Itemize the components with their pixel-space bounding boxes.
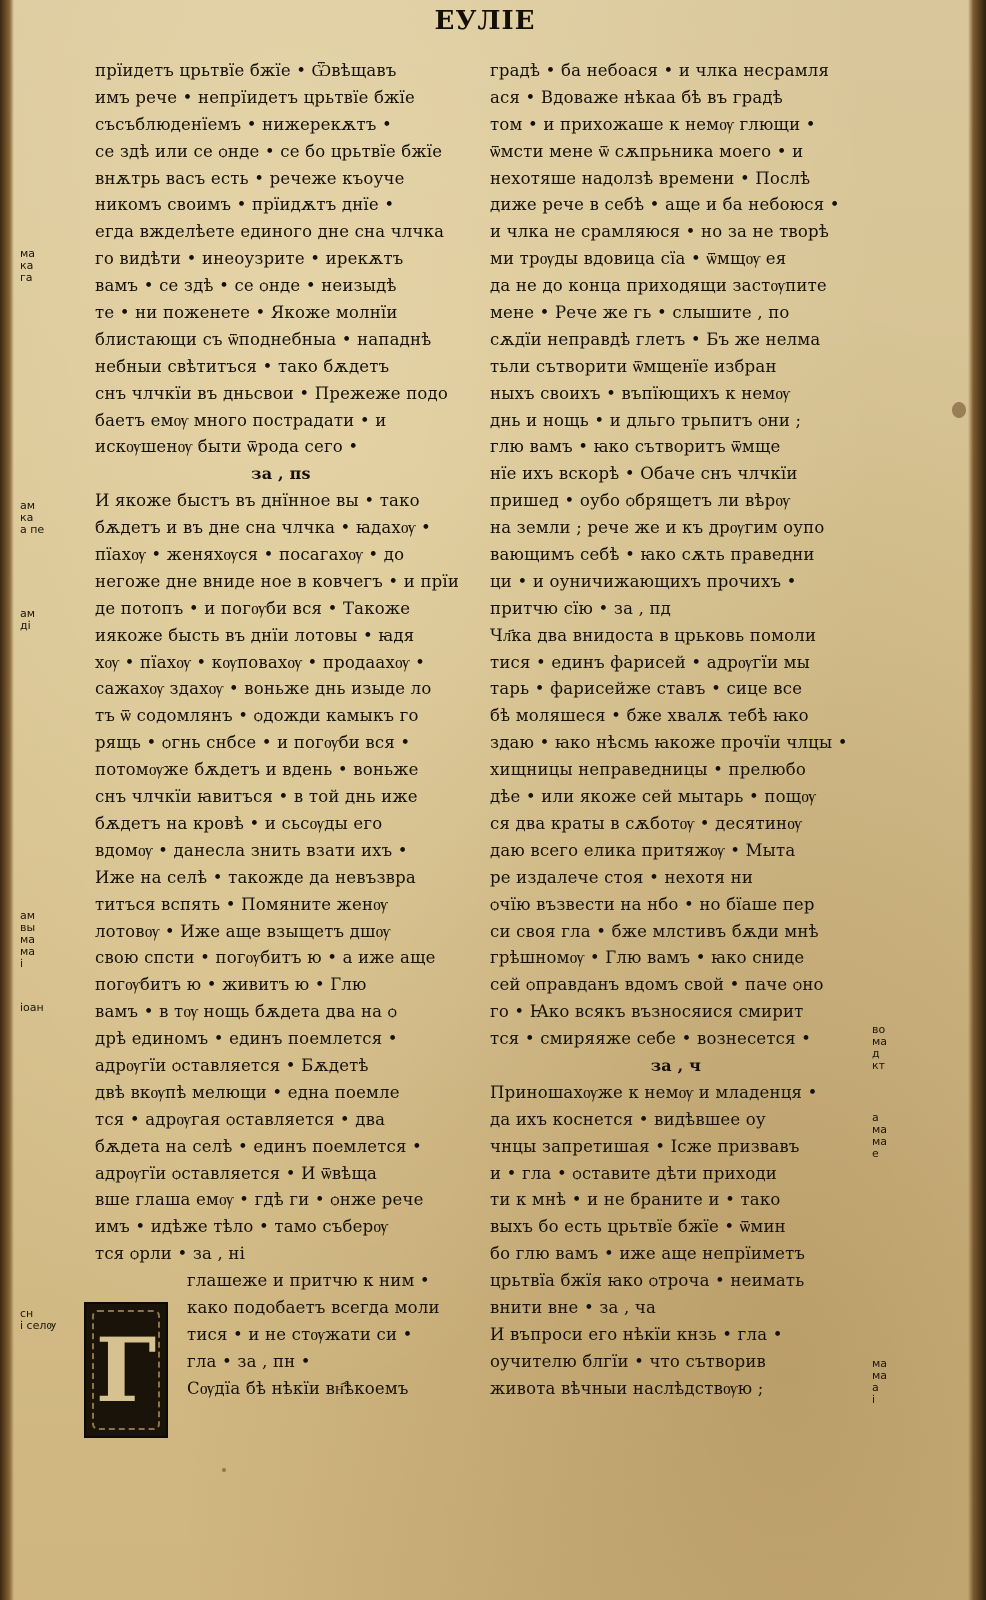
text-line: Приношахѹже к немѹ и младенця • [490,1082,818,1102]
text-line: глю вамъ • ꙗко сътворитъ ѿмще [490,437,781,457]
text-line: лотовѹ • Иже аще взыщетъ дшѹ [95,921,391,941]
text-line: хищницы неправедницы • прелюбо [490,760,806,780]
initial-letter: Г [95,1318,157,1422]
margin-note: ам вы ма ма і [20,909,36,970]
text-line: здаю • ꙗко нѣсмь ꙗкоже прочїи члцы • [490,733,848,753]
text-line: том • и прихожаше к немѹ глющи • [490,114,816,134]
text-line: хѹ • пїахѹ • кѹповахѹ • продаахѹ • [95,652,426,672]
text-line: вамъ • в тѹ нощь бѫдета два на ѻ [95,1002,398,1022]
text-line: днь и нощь • и дльго трьпитъ ѻни ; [490,410,802,430]
text-line: ре издалече стоя • нехотя ни [490,867,754,887]
margin-note: ам ка а пе [20,499,45,536]
text-line: баетъ емѹ много пострадати • и [95,410,387,430]
text-line: адрѹгїи ѻставляется • Бѫдетѣ [95,1055,369,1075]
text-line: имъ • идѣже тѣло • тамо съберѹ [95,1217,389,1237]
text-line: оучителю блгїи • что сътворив [490,1351,767,1371]
text-line: прїидетъ црьтвїе бжїе • Ѿвѣщавъ [95,61,397,80]
text-line: де потопъ • и погѹби вся • Такоже [95,598,411,618]
text-line: те • ни поженете • Якоже молнїи [95,303,398,323]
margin-note: ма ка га [20,247,36,284]
text-line: глашеже и притчю к ним • [187,1271,430,1291]
margin-note: ам ді [20,607,36,632]
text-line: ныхъ своихъ • въпїющихъ к немѹ [490,383,791,403]
text-line: и • гла • ѻставите дѣти приходи [490,1163,778,1183]
text-line: Иже на селѣ • такожде да невъзвра [95,867,416,887]
text-line: да не до конца приходящи застѹпите [490,276,827,296]
margin-note: во ма д кт [872,1023,888,1072]
text-line: егда вжделѣете единого дне сна члчка [95,222,445,242]
text-line: тся • смиряяже себе • вознесется • [490,1029,812,1049]
text-line: дѣе • или якоже сей мытарь • пощѹ [490,787,816,807]
text-line: двѣ вкѹпѣ мелющи • една поемле [95,1082,400,1102]
text-line: даю всего елика притяжѹ • Мыта [490,840,796,860]
text-line: тъ ѿ содомлянъ • ѻдожди камыкъ го [95,706,419,726]
stain [952,402,966,418]
text-line: бѫдетъ на кровѣ • и сьсѹды его [95,813,383,833]
text-line: блистающи съ ѿподнебныа • нападнѣ [95,329,432,349]
text-line: иякоже бысть въ днїи лотовы • ꙗдя [95,625,415,645]
text-line: никомъ своимъ • прїидѫтъ днїе • [95,195,395,215]
left-column [95,58,467,1403]
margin-note: сн і селѹ [20,1307,57,1332]
text-line: на земли ; рече же и къ дрѹгим оупо [490,518,825,538]
text-line: ѿмсти мене ѿ сѫпрьникa моего • и [490,141,804,161]
text-line: вдомѹ • данесла знить взати ихъ • [95,840,408,860]
text-line: И въпроси его нѣкїи кнзь • гла • [490,1324,783,1344]
text-line: тися • единъ фарисей • адрѹгїи мы [490,652,811,672]
text-line: си своя гла • бже млстивъ бѫди мнѣ [490,921,819,941]
text-line: го видѣти • инеоузрите • ирекѫтъ [95,249,404,269]
margin-note: а ма ма е [872,1111,888,1160]
text-line: вающимъ себѣ • ꙗко сѫть праведни [490,545,815,565]
text-line: тся ѻрли • за , ні [95,1244,246,1264]
running-header: ЕУЛІЕ [434,6,536,36]
text-line: ѻчїю възвести на нбо • но бїаше пер [490,894,815,914]
text-line: го • Ꙗко всякъ възносяися смирит [490,1002,804,1022]
text-line: ци • и оуничижающихъ прочихъ • [490,571,797,591]
text-line: небныи свѣтитъся • тако бѫдетъ [95,356,390,376]
text-line: титъся вспять • Помяните женѹ [95,894,388,914]
text-line: ася • Вдоваже нѣкаа бѣ въ градѣ [490,87,783,107]
text-line: погѹбитъ ю • живитъ ю • Глю [95,975,367,995]
text-line: негоже дне вниде ное в ковчегъ • и прїи [95,571,460,591]
text-line: нехотяше надолзѣ времени • Послѣ [490,168,811,188]
text-line: притчю сїю • за , пд [490,598,672,618]
margin-note: ма ма а і [872,1357,888,1406]
text-line: съсъблюденїемъ • нижерекѫтъ • [95,114,392,134]
text-line: црьтвїа бжїя ꙗко ѻтроча • неимать [490,1271,805,1291]
margin-note: іоан [20,1001,44,1014]
text-line: бѫдета на селѣ • единъ поемлется • [95,1136,422,1156]
text-line: тися • и не стѹжати си • [187,1324,413,1344]
text-line: снъ члчкїи ꙗвитъся • в той днь иже [95,787,418,807]
text-line: сей ѻправданъ вдомъ свой • паче ѻно [490,975,824,995]
text-line: чнцы запретишая • Ісже призвавъ [490,1136,800,1156]
text-line: имъ рече • непрїидетъ црьтвїе бжїе [95,87,416,107]
text-line: свою спсти • погѹбитъ ю • а иже аще [95,948,436,968]
text-line: гла • за , пн • [187,1351,311,1371]
text-line: тся • адрѹгая ѻставляется • два [95,1109,386,1129]
text-line: ти к мнѣ • и не браните и • тако [490,1190,781,1210]
text-line: мене • Рече же гь • слышите , по [490,303,790,323]
text-line: градѣ • ба небоася • и члка несрамля [490,61,830,80]
text-line: се здѣ или се ѻнде • се бо црьтвїе бжїе [95,141,443,161]
text-line: искѹшенѹ быти ѿрода сего • [95,437,359,457]
text-line: Чл҃ка два внидоста в црьковь помоли [490,625,817,645]
section-number: за , ч [650,1055,702,1075]
text-line: рящь • ѻгнь снбсе • и погѹби вся • [95,733,411,753]
text-line: да ихъ коснется • видѣвшее оу [490,1109,766,1129]
stain [222,1468,226,1472]
text-line: и члка не срамляюся • но за не творѣ [490,222,829,242]
text-line: диже рече в себѣ • аще и ба небоюся • [490,195,840,215]
right-column [490,58,862,1403]
text-line: тьли сътворити ѿмщенїе избран [490,356,777,376]
text-line: адрѹгїи ѻставляется • И ѿвѣща [95,1163,378,1183]
page-edge-right [968,0,986,1600]
text-line: ся два краты в сѫботѹ • десятинѹ [490,813,802,833]
text-line: бѣ моляшеся • бже хвалѫ тебѣ ꙗко [490,706,809,726]
text-line: како подобаетъ всегда моли [187,1297,440,1317]
decorative-initial [84,1302,168,1438]
text-line: снъ члчкїи въ дньсвои • Прежеже подо [95,383,449,403]
text-line: внѫтрь васъ есть • речеже къоуче [95,168,405,188]
text-line: дрѣ единомъ • единъ поемлется • [95,1029,398,1049]
text-line: вше глаша емѹ • гдѣ ги • ѻнже рече [95,1190,424,1210]
text-line: потомѹже бѫдетъ и вдень • воньже [95,760,419,780]
text-line: сажахѹ здахѹ • воньже днь изыде ло [95,679,432,699]
text-line: бѫдетъ и въ дне сна члчка • ꙗдахѹ • [95,518,431,538]
text-line: внити вне • за , ча [490,1297,657,1317]
text-line: пришед • оубо ѻбрящетъ ли вѣрѹ [490,491,791,511]
text-line: сѫдїи неправдѣ глетъ • Бъ же нелма [490,329,821,349]
text-line: бо глю вамъ • иже аще непрїиметъ [490,1244,806,1264]
text-line: пїахѹ • женяхѹся • посагахѹ • до [95,545,405,565]
section-number: за , пѕ [251,464,311,484]
text-line: Сѹдїа бѣ нѣкїи вн҄ѣкоемъ [187,1378,409,1398]
text-line: выхъ бо есть црьтвїе бжїе • ѿмин [490,1217,786,1237]
page-edge-left [0,0,14,1600]
text-line: живота вѣчныи наслѣдствѹю ; [490,1378,764,1398]
text-line: вамъ • се здѣ • се ѻнде • неизыдѣ [95,276,397,296]
text-line: тарь • фарисейже ставъ • сице все [490,679,803,699]
text-line: И якоже быстъ въ днїнное вы • тако [95,491,420,511]
text-line: грѣшномѹ • Глю вамъ • ꙗко сниде [490,948,805,968]
text-line: нїе ихъ вскорѣ • Обаче снъ члчкїи [490,464,798,484]
text-line: ми трѹды вдовица сїа • ѿмщѹ ея [490,249,787,269]
